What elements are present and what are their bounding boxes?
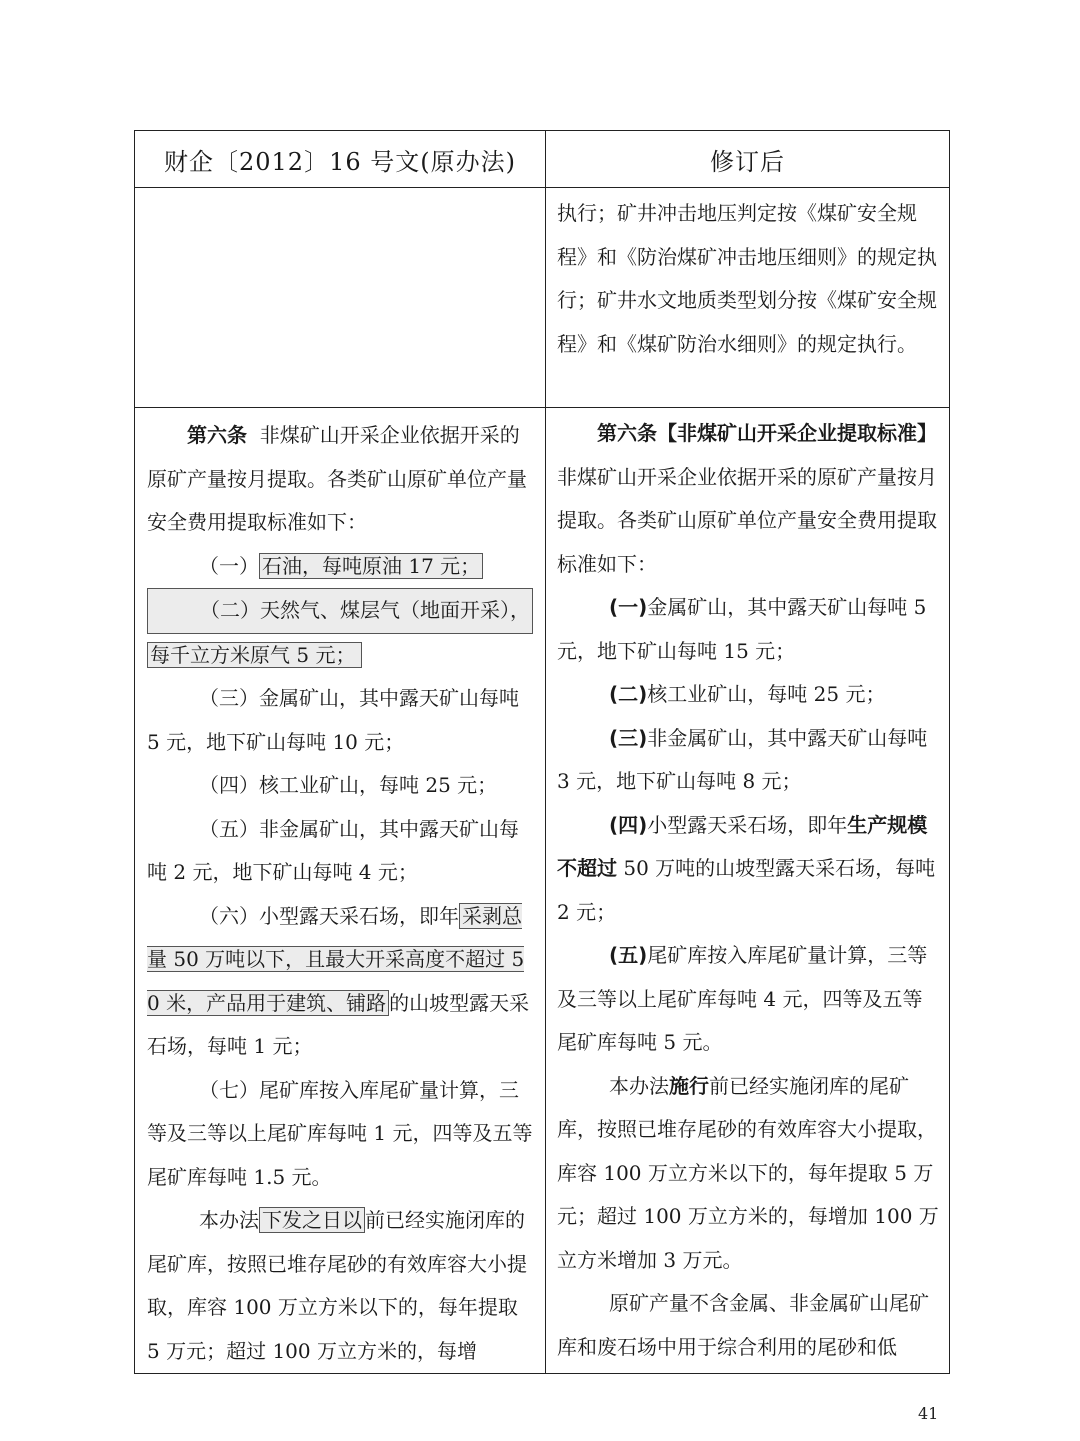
rev-item-3-num: (三) [609,725,648,750]
rev-item-5-text: 尾矿库按入库尾矿量计算，三等及三等以上尾矿库每吨 4 元，四等及五等尾矿库每吨 5 元。 [557,943,928,1054]
article-six-revised-cell [546,408,950,1374]
orig-item-1 [147,545,535,589]
orig-article-text: 非煤矿山开采企业依据开采的原矿产量按月提取。各类矿山原矿单位产量安全费用提取标准如下： [147,423,527,534]
rev-item-4 [557,804,941,935]
rev-closure-added: 施行 [669,1073,709,1098]
rev-item-5-num: (五) [609,943,648,967]
orig-closure-pre: 本办法 [199,1208,259,1232]
orig-item-6-pre: （六）小型露天采石场，即年 [199,903,459,928]
rev-raw-ore-paragraph: 原矿产量不含金属、非金属矿山尾矿库和废石场中用于综合利用的尾砂和低 [557,1291,929,1359]
orig-item-3: （三）金属矿山，其中露天矿山每吨 5 元，地下矿山每吨 10 元； [147,686,519,754]
orig-closure-deleted: 下发之日以 [259,1207,365,1233]
rev-item-1 [557,586,941,673]
comparison-table [134,130,950,1374]
orig-closure-paragraph [147,1199,535,1373]
continuation-text: 执行；矿井冲击地压判定按《煤矿安全规程》和《防治煤矿冲击地压细则》的规定执行；矿井水文地质类型划分按《煤矿安全规程》和《煤矿防治水细则》的规定执行。 [557,201,937,356]
orig-closure-post: 前已经实施闭库的尾矿库，按照已堆存尾砂的有效库容大小提取，库容 100 万立方米以下的，每年提取 5 万元；超过 100 万立方米的，每增 [147,1208,527,1363]
rev-item-3-text: 非金属矿山，其中露天矿山每吨 3 元，地下矿山每吨 8 元； [557,725,928,793]
rev-item-1-text: 金属矿山，其中露天矿山每吨 5 元，地下矿山每吨 15 元； [557,595,927,663]
rev-item-2-text: 核工业矿山，每吨 25 元； [647,682,886,706]
rev-item-4-pre: 小型露天采石场，即年 [647,812,848,837]
orig-item-6-deleted: 采剥总量 50 万吨以下，且最大开采高度不超过 50 米，产品用于建筑、铺路 [147,903,525,1015]
header-original: 财企〔2012〕16 号文(原办法) [135,131,546,188]
orig-article-title: 第六条 [187,423,247,447]
continuation-row [135,188,950,408]
orig-item-2 [147,588,535,677]
continuation-revised-cell [546,188,950,408]
page-number: 41 [918,1404,939,1423]
rev-item-2-num: (二) [609,682,648,706]
rev-closure-post: 前已经实施闭库的尾矿库，按照已堆存尾砂的有效库容大小提取，库容 100 万立方米以下的，每年提取 5 万元；超过 100 万立方米的，每增加 100 万立方米增加 3 万元。 [557,1073,939,1272]
article-six-row [135,408,950,1374]
rev-item-1-num: (一) [609,595,648,619]
rev-article-text: 非煤矿山开采企业依据开采的原矿产量按月提取。各类矿山原矿单位产量安全费用提取标准如下： [557,464,937,576]
orig-item-1-deleted: 石油，每吨原油 17 元； [259,553,483,579]
rev-closure-paragraph [557,1065,941,1283]
rev-item-4-post: 50 万吨的山坡型露天采石场，每吨 2 元； [557,856,936,924]
orig-article-intro [147,414,535,545]
orig-item-6 [147,895,535,1069]
orig-item-2-deleted-a: （二）天然气、煤层气（地面开采）， [147,588,533,634]
header-row [135,131,950,188]
rev-article-title: 第六条【非煤矿山开采企业提取标准】 [597,421,937,445]
orig-item-4: （四）核工业矿山，每吨 25 元； [199,773,498,797]
rev-item-4-added: 生产规模不超过 [557,812,928,880]
rev-item-2 [557,673,941,717]
rev-closure-pre: 本办法 [609,1073,669,1098]
header-revised: 修订后 [546,131,950,188]
orig-item-6-post: 的山坡型露天采石场，每吨 1 元； [147,990,530,1058]
rev-article-intro [557,412,941,586]
orig-item-2-deleted-b: 每千立方米原气 5 元； [147,642,362,668]
orig-item-7: （七）尾矿库按入库尾矿量计算，三等及三等以上尾矿库每吨 1 元，四等及五等尾矿库每吨 1.5 元。 [147,1077,533,1189]
rev-item-3 [557,717,941,804]
orig-item-1-num: （一） [199,553,259,578]
article-six-original-cell [135,408,546,1374]
rev-item-4-num: (四) [609,812,648,837]
rev-item-5 [557,934,941,1065]
continuation-original-cell [135,188,546,408]
orig-item-5: （五）非金属矿山，其中露天矿山每吨 2 元，地下矿山每吨 4 元； [147,816,519,884]
